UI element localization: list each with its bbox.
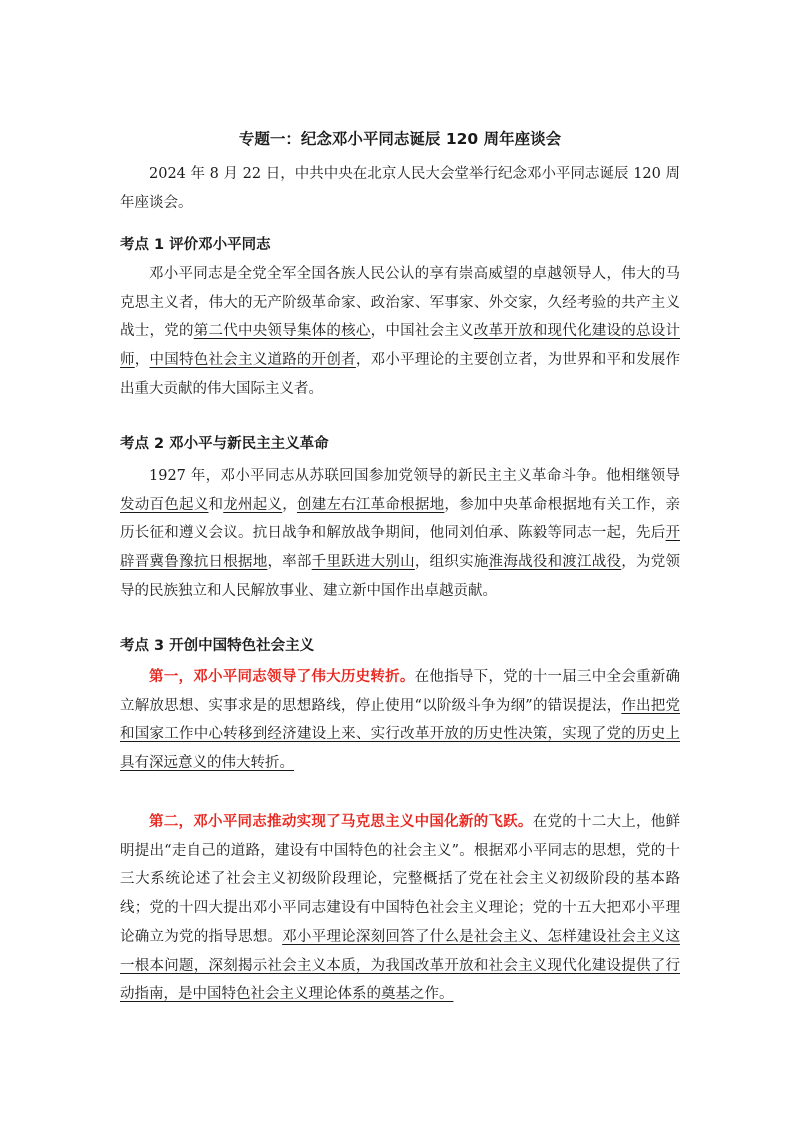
section-heading-1: 考点 1 评价邓小平同志: [120, 237, 271, 253]
underlined-text: 淮海战役和渡江战役: [488, 554, 622, 571]
underlined-text: 龙州起义: [223, 496, 283, 513]
section-1-paragraph-1: [120, 260, 680, 404]
paragraph-text: ，中国社会主义: [370, 323, 474, 340]
paragraph-text: ，: [282, 496, 297, 513]
section-3-paragraph-2: [120, 808, 680, 1009]
paragraph-text: ，组织实施: [414, 554, 489, 571]
underlined-text: 开辟晋冀鲁豫抗日根据地: [120, 525, 680, 571]
emphasis-text: 第二，邓小平同志推动实现了马克思主义中国化新的飞跃。: [149, 813, 533, 830]
underlined-text: 邓小平理论深刻回答了什么是社会主义、怎样建设社会主义这一根本问题，深刻揭示社会主义本质，为我国改革开放和社会主义现代化建设提供了行动指南，是中国特色社会主义理论体系的奠基之作。: [120, 928, 681, 1003]
intro-paragraph: 2024 年 8 月 22 日，中共中央在北京人民大会堂举行纪念邓小平同志诞辰 120 周年座谈会。: [120, 166, 680, 211]
section-heading-2: 考点 2 邓小平与新民主主义革命: [120, 436, 329, 452]
paragraph-text: ，邓小平理论的主要创立者，为世界和平和发展作出重大贡献的伟大国际主义者。: [120, 352, 681, 397]
underlined-text: 千里跃进大别山: [311, 554, 415, 571]
paragraph-text: 邓小平同志是全党全军全国各族人民公认的享有崇高威望的卓越领导人，伟大的马克思主义者，伟大的无产阶级革命家、政治家、军事家、外交家，久经考验的共产主义战士，党的: [120, 266, 680, 340]
paragraph-text: 在他指导下，党的十一届三中全会重新确立解放思想、实事求是的思想路线，停止使用“以阶级斗争为纲”的错误提法，: [120, 669, 681, 714]
emphasis-text: 第一，邓小平同志领导了伟大历史转折。: [149, 668, 415, 685]
underlined-text: 作出把党和国家工作中心转移到经济建设上来、实行改革开放的历史性决策，实现了党的历史上具有深远意义的伟大转折。: [120, 697, 680, 772]
underlined-text: 改革开放和现代化建设的总设计师: [120, 323, 681, 369]
section-3-paragraph-1: [120, 663, 680, 778]
underlined-text: 第二代中央领导集体的核心: [193, 323, 371, 340]
paragraph-text: 和: [208, 496, 224, 513]
underlined-text: 中国特色社会主义道路的开创者: [149, 352, 356, 369]
section-heading-3: 考点 3 开创中国特色社会主义: [120, 638, 315, 654]
paragraph-text: 在党的十二大上，他鲜明提出“走自己的道路，建设有中国特色的社会主义”。根据邓小平同志的思想，党的十三大系统论述了社会主义初级阶段理论，完整概括了党在社会主义初级阶段的基本路线；党的十四大提出邓小平同志建设有中国特色社会主义理论；党的十五大把邓小平理论确立为党的指导思想。: [120, 814, 681, 945]
underlined-text: 发动百色起义: [120, 496, 209, 513]
underlined-text: 创建左右江革命根据地: [296, 496, 445, 513]
section-2-paragraph-1: [120, 462, 680, 606]
paragraph-text: ，: [134, 352, 150, 369]
paragraph-text: ，参加中央革命根据地有关工作，亲历长征和遵义会议。抗日战争和解放战争期间，他同刘伯承、陈毅等同志一起，先后: [120, 496, 681, 542]
paragraph-text: ，为党领导的民族独立和人民解放事业、建立新中国作出卓越贡献。: [120, 554, 681, 599]
paragraph-text: 1927 年，邓小平同志从苏联回国参加党领导的新民主主义革命斗争。他相继领导: [149, 468, 680, 484]
document-title: 专题一：纪念邓小平同志诞辰 120 周年座谈会: [238, 130, 562, 149]
paragraph-text: ，率部: [267, 554, 312, 571]
